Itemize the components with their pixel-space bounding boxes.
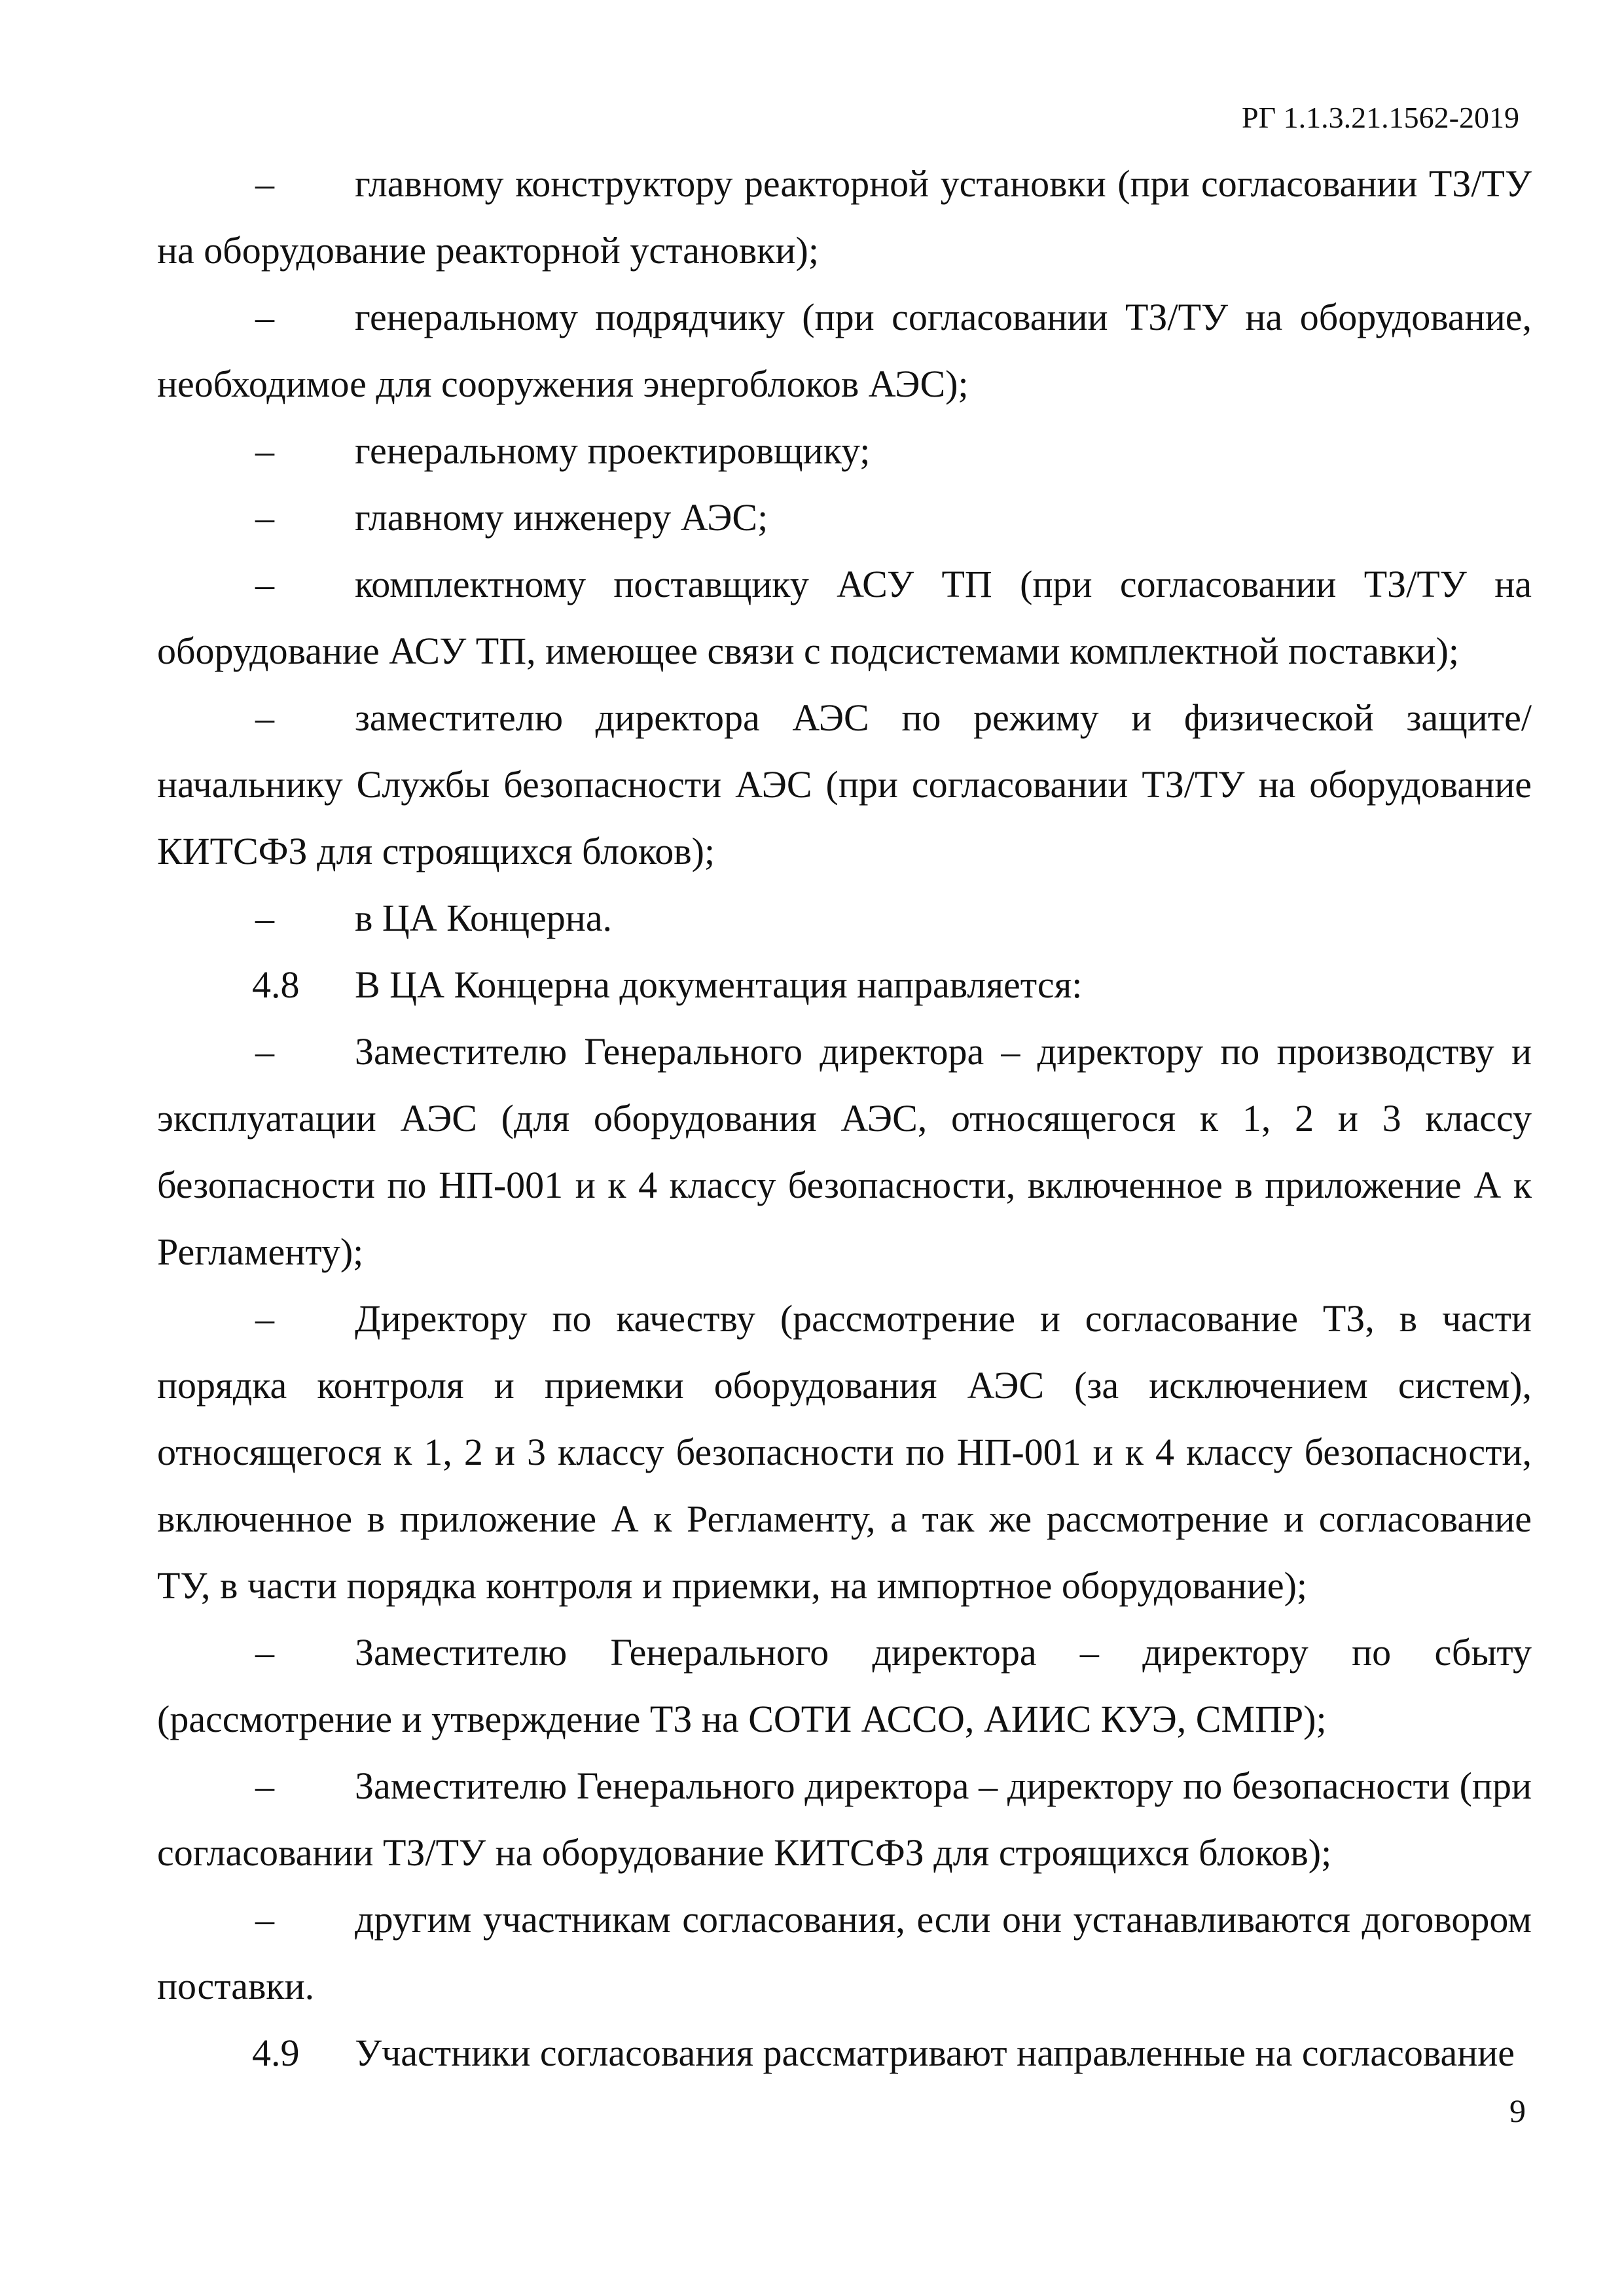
dash-marker: –	[255, 162, 274, 205]
list-item	[157, 551, 1532, 685]
document-body	[157, 151, 1532, 2087]
dash-marker: –	[255, 563, 274, 605]
paragraph-text: главному конструктору реакторной установки (при согласовании ТЗ/ТУ на оборудование реакторной установки);	[157, 162, 1532, 272]
dash-marker: –	[255, 429, 274, 472]
dash-marker: –	[255, 1898, 274, 1941]
list-item	[157, 685, 1532, 885]
paragraph-text: Заместителю Генерального директора – директору по безопасности (при согласовании ТЗ/ТУ на оборудование КИТСФЗ для строящихся блоков);	[157, 1765, 1532, 1874]
paragraph-text: заместителю директора АЭС по режиму и физической защите/начальнику Службы безопасности АЭС (при согласовании ТЗ/ТУ на оборудование КИТСФЗ для строящихся блоков);	[157, 696, 1532, 872]
list-item	[157, 1886, 1532, 2020]
dash-marker: –	[255, 1765, 274, 1807]
list-item	[157, 1619, 1532, 1753]
paragraph-text: генеральному подрядчику (при согласовании ТЗ/ТУ на оборудование, необходимое для сооружения энергоблоков АЭС);	[157, 296, 1532, 405]
section-number: 4.9	[252, 2032, 300, 2074]
paragraph-text: комплектному поставщику АСУ ТП (при согласовании ТЗ/ТУ на оборудование АСУ ТП, имеющее связи с подсистемами комплектной поставки);	[157, 563, 1532, 672]
section-paragraph	[157, 952, 1532, 1018]
dash-marker: –	[255, 1030, 274, 1073]
paragraph-text: Заместителю Генерального директора – директору по производству и эксплуатации АЭС (для оборудования АЭС, относящегося к 1, 2 и 3 классу безопасности по НП-001 и к 4 классу безопасности, включенное в приложение А к Регламенту);	[157, 1030, 1532, 1273]
paragraph-text: В ЦА Концерна документация направляется:	[355, 963, 1083, 1006]
list-item	[157, 885, 1532, 952]
paragraph-text: генеральному проектировщику;	[355, 429, 871, 472]
paragraph-text: Заместителю Генерального директора – директору по сбыту (рассмотрение и утверждение ТЗ на СОТИ АССО, АИИС КУЭ, СМПР);	[157, 1631, 1532, 1740]
list-item	[157, 151, 1532, 284]
page-number: 9	[1509, 2092, 1526, 2129]
dash-marker: –	[255, 1297, 274, 1340]
paragraph-text: другим участникам согласования, если они устанавливаются договором поставки.	[157, 1898, 1532, 2007]
section-paragraph	[157, 2020, 1532, 2087]
dash-marker: –	[255, 696, 274, 739]
paragraph-text: в ЦА Концерна.	[355, 897, 613, 939]
list-item	[157, 1285, 1532, 1619]
dash-marker: –	[255, 1631, 274, 1674]
dash-marker: –	[255, 296, 274, 338]
paragraph-text: Участники согласования рассматривают направленные на согласование	[355, 2032, 1515, 2074]
section-number: 4.8	[252, 963, 300, 1006]
paragraph-text: Директору по качеству (рассмотрение и согласование ТЗ, в части порядка контроля и приемки оборудования АЭС (за исключением систем), относящегося к 1, 2 и 3 классу безопасности по НП-001 и к 4 классу безопасности, включенное в приложение А к Регламенту, а так же рассмотрение и согласование ТУ, в части порядка контроля и приемки, на импортное оборудование);	[157, 1297, 1532, 1607]
dash-marker: –	[255, 496, 274, 539]
list-item	[157, 484, 1532, 551]
document-code: РГ 1.1.3.21.1562-2019	[1242, 101, 1519, 134]
list-item	[157, 284, 1532, 418]
dash-marker: –	[255, 897, 274, 939]
list-item	[157, 1753, 1532, 1886]
list-item	[157, 1018, 1532, 1285]
paragraph-text: главному инженеру АЭС;	[355, 496, 768, 539]
list-item	[157, 418, 1532, 484]
